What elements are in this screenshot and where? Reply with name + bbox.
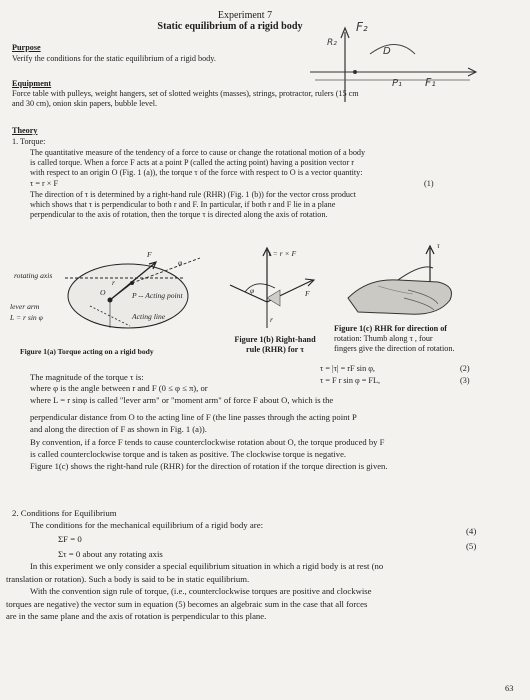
acting-line-label: Acting line (132, 312, 166, 321)
equation-1: τ = r × F (30, 179, 58, 188)
magnitude-paragraph (30, 411, 388, 472)
fig1b-phi-label: φ (250, 286, 255, 295)
equation-3-number: (3) (460, 376, 470, 385)
equation-1-number: (1) (424, 179, 434, 188)
caption-line: rule (RHR) for τ (246, 345, 304, 355)
handwritten-sketch (300, 14, 480, 104)
text-line: perpendicular to the axis of rotation, then the torque τ is directed along the axis of rotation. (30, 210, 328, 220)
theory-paragraph-2 (30, 190, 356, 221)
text-line: which shows that τ is perpendicular to both r and F. In particular, if both r and F lie in a plane (30, 200, 336, 210)
fig1a-O-label: O (100, 288, 106, 297)
caption-line: fingers give the direction of rotation. (334, 344, 455, 354)
figure-1b-caption (220, 335, 330, 355)
text-line: are in the same plane and the axis of rotation is perpendicular to this plane. (6, 611, 267, 622)
fig1b-F-label: F (305, 289, 310, 298)
magnitude-where-1: where φ is the angle between r and F (0 ≤ φ ≤ π), or (30, 383, 208, 393)
handwritten-r2: R₂ (327, 38, 337, 48)
fig1a-r-label: r (112, 278, 115, 287)
text-line: with respect to an origin O (Fig. 1 (a)), the torque τ of the force with respect to O is a vector quantity: (30, 168, 363, 178)
equation-4: ΣF = 0 (58, 534, 82, 544)
page-number: 63 (505, 684, 514, 693)
text-line: With the convention sign rule of torque, (i.e., counterclockwise torques are positive and clockwise (30, 586, 372, 597)
purpose-heading: Purpose (12, 43, 41, 52)
equation-2-number: (2) (460, 364, 470, 373)
figure-1c-caption (334, 324, 455, 355)
text-line: The direction of τ is determined by a right-hand rule (RHR) (Fig. 1 (b)) for the vector cross product (30, 190, 356, 199)
experiment-number: Experiment 7 (217, 10, 273, 21)
equipment-heading: Equipment (12, 79, 52, 88)
equation-5-number: (5) (466, 541, 477, 551)
text-line: is called counterclockwise torque and is taken as positive. The clockwise torque is negative. (30, 448, 347, 459)
text-line: Figure 1(c) shows the right-hand rule (RHR) for the direction of rotation if the torque direction is given. (30, 461, 388, 472)
text-line: perpendicular distance from O to the acting line of F (the line passes through the acting point P (30, 412, 357, 422)
text-line: is called torque. When a force F acts at a point P (called the acting point) having a position vector r (30, 158, 354, 168)
conditions-paragraph (6, 560, 383, 623)
handwritten-d: D (383, 46, 391, 57)
lever-arm-label: lever arm (10, 302, 40, 311)
magnitude-intro: The magnitude of the torque τ is: (30, 372, 144, 382)
equation-3: τ = F r sin φ = FL, (320, 376, 381, 385)
page-title: Static equilibrium of a rigid body (157, 21, 303, 32)
text-line: By convention, if a force F tends to cause counterclockwise rotation about O, the torque produced by F (30, 436, 385, 447)
fig1b-r-label: r (270, 315, 273, 324)
caption-line: rotation: Thumb along τ , four (334, 334, 433, 344)
text-line: In this experiment we only consider a special equilibrium situation in which a rigid body is at rest (no (30, 561, 384, 571)
theory-heading: Theory (12, 126, 38, 135)
figure-1c-hand-diagram (338, 238, 473, 326)
figure-1a-diagram (10, 238, 220, 343)
caption-line: Figure 1(b) Right-hand (234, 335, 316, 344)
equation-4-number: (4) (466, 526, 477, 536)
text-line: The quantitative measure of the tendency of a force to cause or change the rotational motion of a body (30, 148, 366, 157)
handwritten-p1: P₁ (392, 78, 403, 89)
fig1a-F-label: F (147, 250, 152, 259)
text-line: translation or rotation). Such a body is said to be in static equilibrium. (6, 573, 250, 584)
lever-arm-equation: L = r sin φ (10, 313, 43, 322)
conditions-intro: The conditions for the mechanical equilibrium of a rigid body are: (30, 520, 264, 530)
fig1c-tau-label: τ (437, 241, 440, 250)
handwritten-f2: F₂ (356, 20, 368, 34)
handwritten-f1: F₁ (425, 76, 436, 89)
theory-paragraph-1 (30, 148, 365, 179)
equation-5: Στ = 0 about any rotating axis (58, 549, 163, 559)
acting-point-label: P -- Acting point (132, 291, 183, 300)
purpose-text: Verify the conditions for the static equilibrium of a rigid body. (12, 54, 216, 63)
rotating-axis-label: rotating axis (14, 271, 53, 280)
magnitude-where-2: where L = r sinφ is called "lever arm" or "moment arm" of force F about O, which is the (30, 395, 334, 405)
conditions-item: 2. Conditions for Equilibrium (12, 508, 117, 518)
equation-2: τ = |τ| = rF sin φ, (320, 364, 375, 373)
fig1a-phi-label: φ (178, 258, 183, 267)
fig1b-equation: τ = r × F (268, 249, 297, 258)
caption-line: Figure 1(c) RHR for direction of (334, 324, 448, 333)
torque-item: 1. Torque: (12, 137, 46, 146)
text-line: and along the direction of F as shown in Fig. 1 (a)). (30, 424, 207, 435)
equipment-line: Force table with pulleys, weight hangers, set of slotted weights (masses), strings, protractor, rulers (15 cm (12, 89, 359, 98)
equipment-line: and 30 cm), onion skin papers, bubble level. (12, 99, 158, 109)
text-line: torques are negative) the vector sum in equation (5) becomes an algebraic sum in the case that all forces (6, 598, 368, 609)
figure-1a-caption: Figure 1(a) Torque acting on a rigid body (20, 347, 154, 356)
